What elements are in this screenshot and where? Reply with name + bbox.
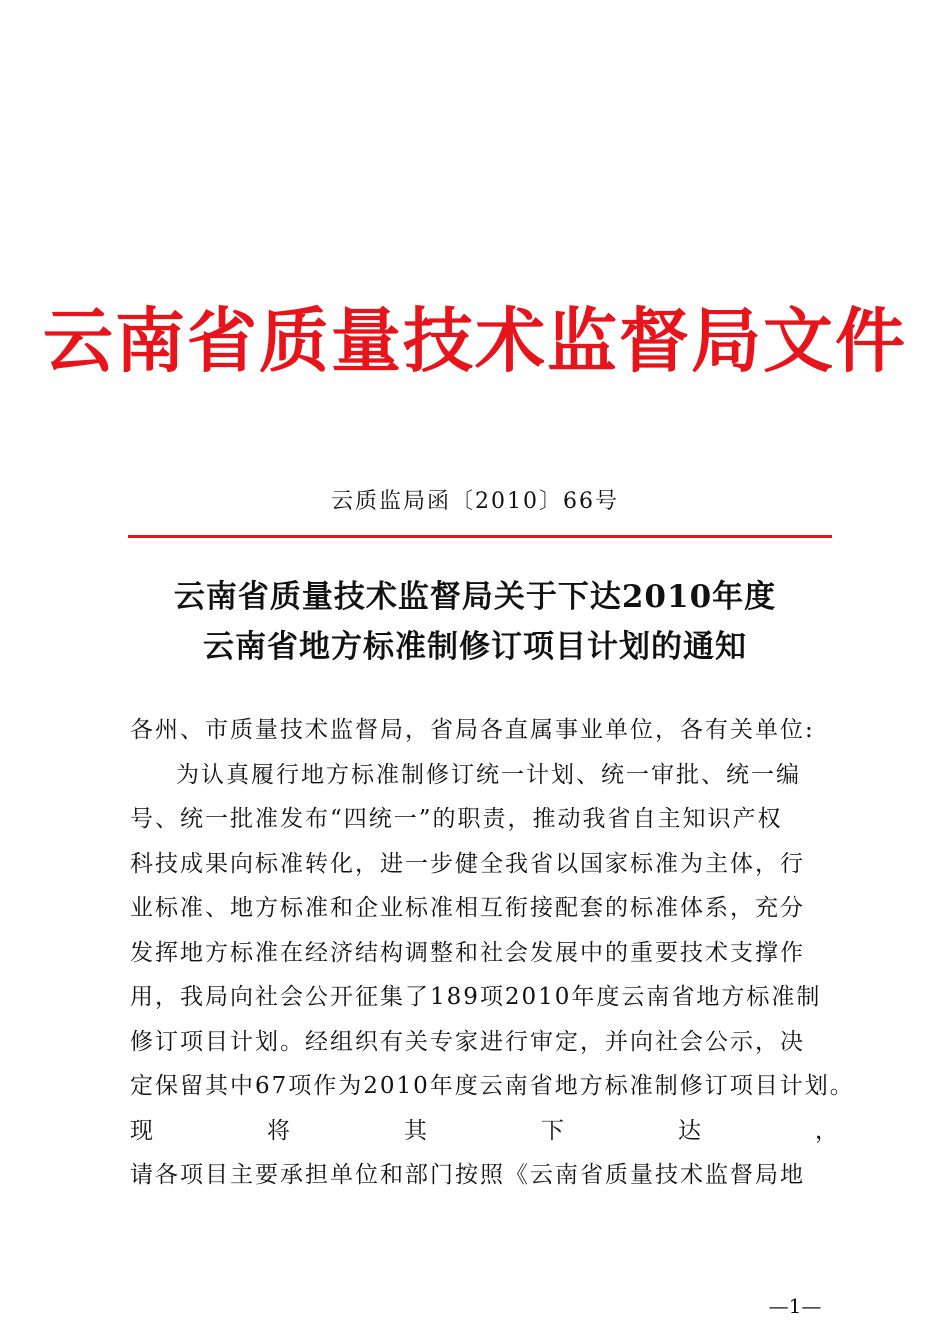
paragraph-line: 科技成果向标准转化，进一步健全我省以国家标准为主体，行 xyxy=(130,850,805,877)
spread-line xyxy=(130,1109,840,1154)
salutation: 各州、市质量技术监督局，省局各直属事业单位，各有关单位: xyxy=(130,717,815,743)
notice-title xyxy=(0,572,950,672)
spread-char: 达 xyxy=(678,1117,703,1144)
page-number: —1— xyxy=(768,1294,822,1318)
paragraph-line: 修订项目计划。经组织有关专家进行审定，并向社会公示，决 xyxy=(130,1028,805,1055)
spread-char: 其 xyxy=(404,1117,429,1144)
paragraph-line: 发挥地方标准在经济结构调整和社会发展中的重要技术支撑作 xyxy=(130,939,805,966)
red-divider-line xyxy=(128,535,832,538)
masthead-title: 云南省质量技术监督局文件 xyxy=(43,299,907,382)
paragraph-line: 请各项目主要承担单位和部门按照《云南省质量技术监督局地 xyxy=(130,1162,805,1188)
paragraph-line: 号、统一批准发布“四统一”的职责，推动我省自主知识产权 xyxy=(130,806,783,832)
spread-char: 现 xyxy=(130,1117,155,1144)
notice-body xyxy=(130,708,855,1198)
spread-char: 将 xyxy=(267,1117,292,1144)
spread-char: ， xyxy=(815,1117,840,1144)
notice-title-line-1: 云南省质量技术监督局关于下达2010年度 xyxy=(173,579,777,615)
spread-char: 下 xyxy=(541,1117,566,1144)
paragraph-line: 用，我局向社会公开征集了189项2010年度云南省地方标准制 xyxy=(130,984,822,1010)
paragraph-line: 定保留其中67项作为2010年度云南省地方标准制修订项目计划。 xyxy=(130,1073,855,1099)
notice-title-line-2: 云南省地方标准制修订项目计划的通知 xyxy=(203,629,747,665)
paragraph-line: 为认真履行地方标准制修订统一计划、统一审批、统一编 xyxy=(176,761,801,788)
document-number: 云质监局函〔2010〕66号 xyxy=(331,489,619,514)
paragraph-line: 业标准、地方标准和企业标准相互衔接配套的标准体系，充分 xyxy=(130,895,805,921)
